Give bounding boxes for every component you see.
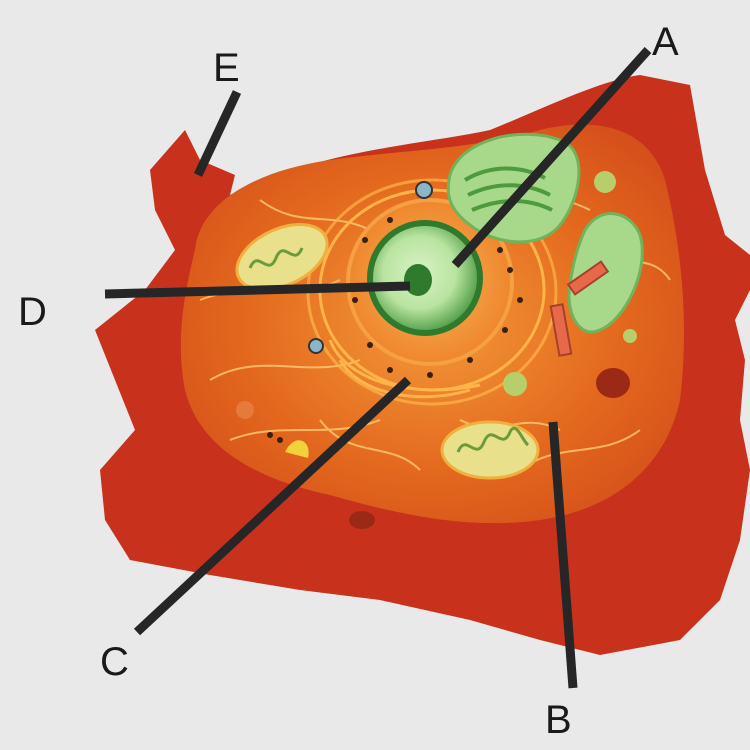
mitochondrion-bottom bbox=[442, 422, 538, 478]
plasmodesma-bottom bbox=[349, 511, 375, 529]
label-e: E bbox=[213, 46, 240, 90]
label-d: D bbox=[18, 290, 47, 334]
label-b: B bbox=[545, 698, 572, 742]
pointer-line-e bbox=[198, 92, 237, 175]
label-c: C bbox=[100, 640, 129, 684]
nucleolus bbox=[404, 264, 432, 296]
label-a: A bbox=[652, 20, 679, 64]
plasmodesma-right bbox=[596, 368, 630, 398]
